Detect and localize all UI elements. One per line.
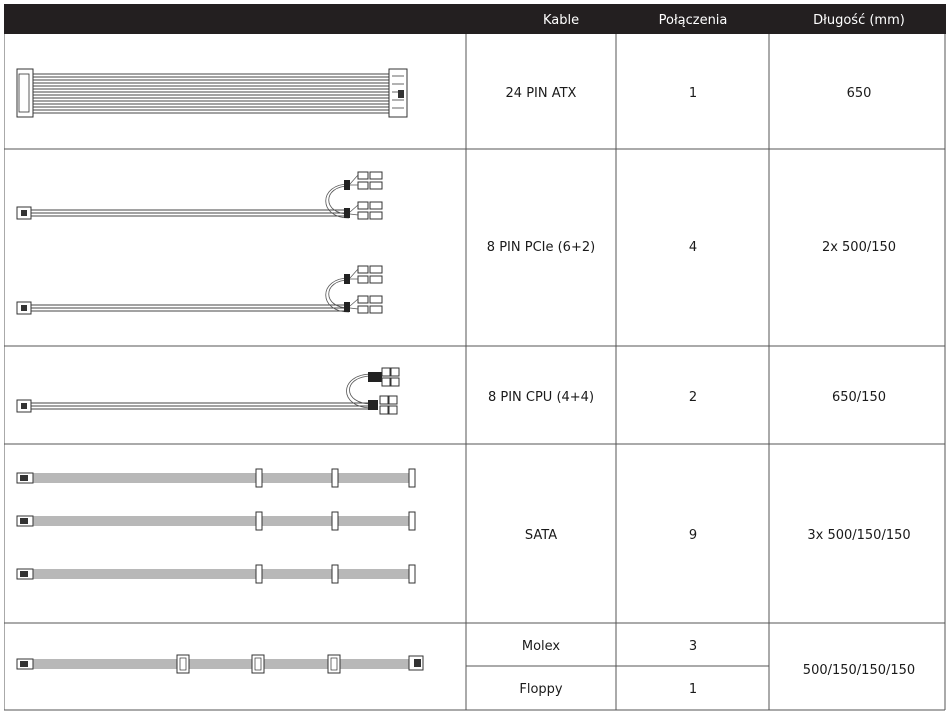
row-molex-floppy-length: 500/150/150/150 bbox=[802, 663, 916, 678]
header-length: Długość (mm) bbox=[813, 13, 905, 28]
row-atx-connections: 1 bbox=[688, 86, 698, 101]
cpu-4plus4-cable-image bbox=[17, 368, 399, 414]
table-header bbox=[4, 4, 946, 34]
row-sata-length: 3x 500/150/150 bbox=[807, 528, 911, 543]
pcie-6plus2-cables-image bbox=[17, 172, 382, 314]
molex-floppy-cable-image bbox=[17, 655, 423, 673]
header-cables: Kable bbox=[542, 13, 580, 28]
row-sata-cable-name: SATA bbox=[524, 528, 558, 543]
header-connections: Połączenia bbox=[658, 13, 728, 28]
table-grid bbox=[4, 34, 945, 710]
row-pcie-length: 2x 500/150 bbox=[821, 240, 897, 255]
row-atx-length: 650 bbox=[846, 86, 872, 101]
atx-24pin-cable-image bbox=[17, 69, 407, 117]
row-floppy-connections: 1 bbox=[688, 682, 698, 697]
row-cpu-connections: 2 bbox=[688, 390, 698, 405]
cable-spec-table bbox=[4, 4, 946, 711]
row-atx-cable-name: 24 PIN ATX bbox=[505, 86, 577, 101]
row-molex-cable-name: Molex bbox=[521, 639, 561, 654]
row-cpu-cable-name: 8 PIN CPU (4+4) bbox=[487, 390, 595, 405]
row-sata-connections: 9 bbox=[688, 528, 698, 543]
row-pcie-connections: 4 bbox=[688, 240, 698, 255]
row-cpu-length: 650/150 bbox=[831, 390, 887, 405]
row-floppy-cable-name: Floppy bbox=[519, 682, 563, 697]
row-molex-connections: 3 bbox=[688, 639, 698, 654]
sata-cables-image bbox=[17, 469, 415, 583]
row-pcie-cable-name: 8 PIN PCIe (6+2) bbox=[486, 240, 596, 255]
